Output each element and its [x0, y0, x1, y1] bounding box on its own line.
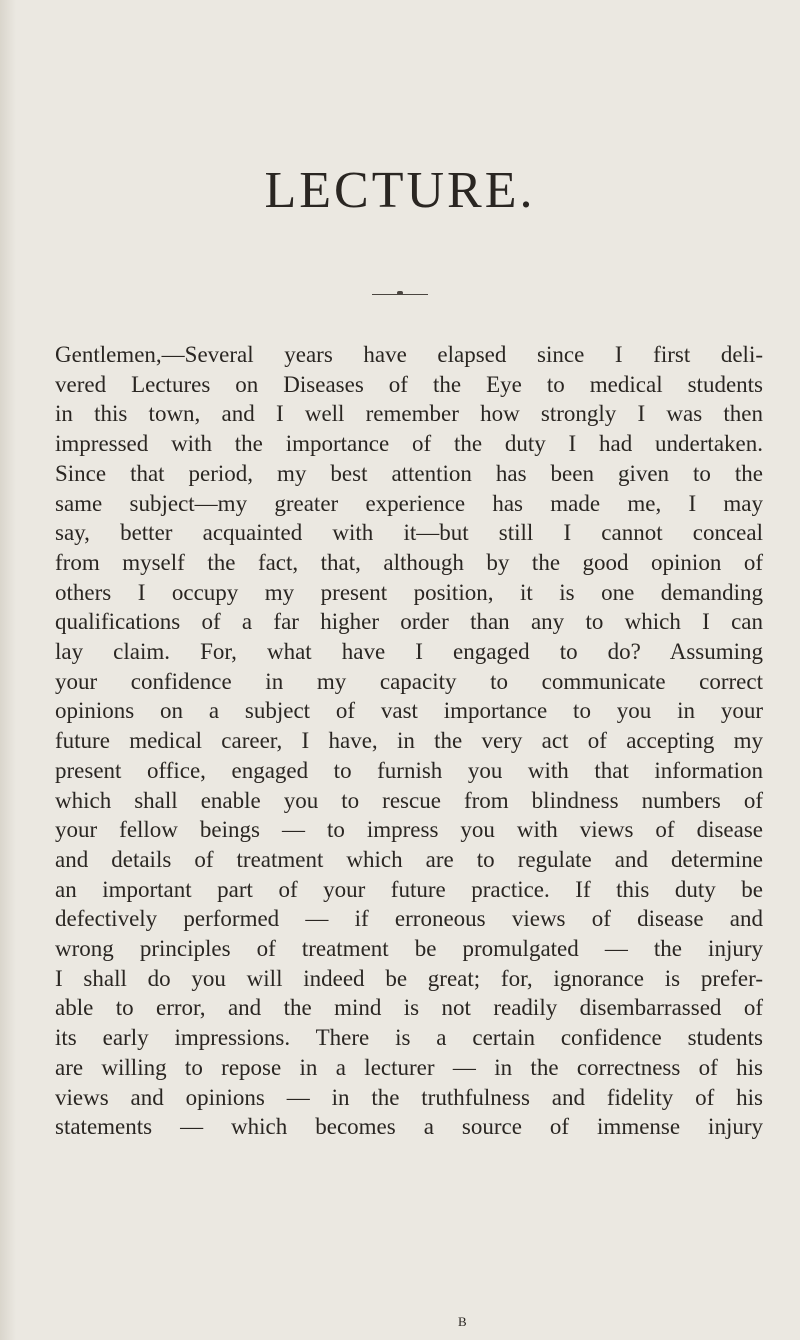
heading-rule-ornament [397, 291, 403, 295]
body-line-17: your fellow beings — to impress you with views of disease [55, 817, 763, 843]
body-line-3: in this town, and I well remember how strongly I was then [55, 401, 763, 427]
body-line-18: and details of treatment which are to regulate and determine [55, 846, 763, 872]
body-line-1: Gentlemen,—Several years have elapsed since I first deli- [55, 342, 763, 367]
body-line-24: its early impressions. There is a certain confidence students [55, 1025, 763, 1051]
page-heading: LECTURE. [264, 162, 536, 219]
body-line-11: lay claim. For, what have I engaged to do? Assuming [55, 639, 763, 665]
body-line-20: defectively performed — if erroneous views of disease and [55, 906, 763, 932]
body-line-4: impressed with the importance of the duty I had undertaken. [55, 431, 763, 457]
signature-mark: B [458, 1314, 467, 1329]
body-line-10: qualifications of a far higher order than any to which I can [55, 609, 763, 635]
body-line-22: I shall do you will indeed be great; for, ignorance is prefer- [55, 965, 763, 991]
body-line-16: which shall enable you to rescue from blindness numbers of [55, 787, 763, 813]
body-line-15: present office, engaged to furnish you with that information [55, 757, 763, 783]
body-line-25: are willing to repose in a lecturer — in the correctness of his [55, 1054, 763, 1080]
body-line-2: vered Lectures on Diseases of the Eye to medical students [55, 371, 763, 397]
body-line-19: an important part of your future practice. If this duty be [55, 876, 763, 902]
body-line-14: future medical career, I have, in the very act of accepting my [55, 728, 763, 754]
body-line-26: views and opinions — in the truthfulness and fidelity of his [55, 1084, 763, 1110]
body-line-8: from myself the fact, that, although by the good opinion of [55, 549, 763, 575]
body-line-9: others I occupy my present position, it is one demanding [55, 579, 763, 605]
body-line-21: wrong principles of treatment be promulgated — the injury [55, 936, 763, 962]
body-line-7: say, better acquainted with it—but still I cannot conceal [55, 520, 763, 546]
body-line-13: opinions on a subject of vast importance to you in your [55, 698, 763, 724]
body-line-12: your confidence in my capacity to communicate correct [55, 668, 763, 694]
body-line-6: same subject—my greater experience has made me, I may [55, 490, 763, 516]
body-line-5: Since that period, my best attention has been given to the [55, 460, 763, 486]
lecture-body [55, 340, 763, 1142]
body-line-27: statements — which becomes a source of immense injury [55, 1114, 763, 1140]
body-line-23: able to error, and the mind is not readily disembarrassed of [55, 995, 763, 1021]
